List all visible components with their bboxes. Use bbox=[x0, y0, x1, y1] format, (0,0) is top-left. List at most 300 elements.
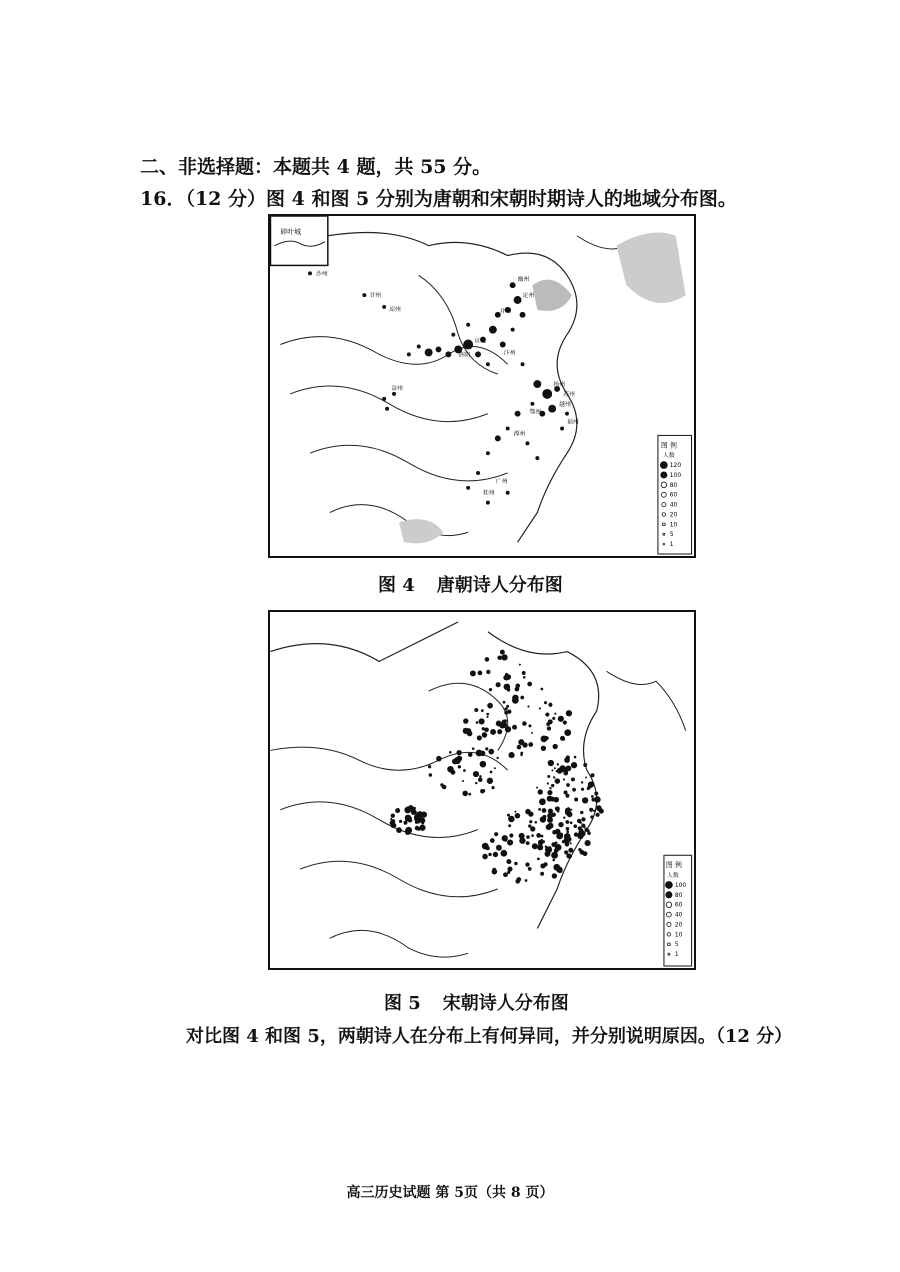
poet-dot bbox=[547, 796, 553, 802]
poet-dot bbox=[485, 657, 490, 662]
poet-dot bbox=[512, 695, 519, 702]
figure-4-number: 图 4 bbox=[378, 575, 415, 596]
poet-dot bbox=[468, 793, 471, 796]
poet-dot bbox=[528, 742, 533, 747]
poet-dot bbox=[493, 852, 498, 857]
place-label: 益州 bbox=[391, 384, 403, 392]
poet-dot bbox=[563, 778, 565, 780]
poet-dot bbox=[423, 812, 425, 814]
poet-dot bbox=[410, 817, 412, 819]
place-label: 并州 bbox=[499, 307, 512, 315]
poet-dot bbox=[488, 853, 491, 856]
poet-dot bbox=[509, 752, 515, 758]
legend-value: 1 bbox=[674, 951, 679, 959]
poet-dot bbox=[591, 795, 594, 798]
poet-dot bbox=[568, 848, 573, 853]
poet-dot bbox=[467, 731, 473, 737]
poet-dot bbox=[458, 765, 461, 768]
poet-dot bbox=[492, 868, 496, 872]
poet-dot bbox=[582, 797, 588, 803]
poet-dot bbox=[486, 716, 488, 718]
song-legend-title: 图 例 bbox=[665, 861, 682, 870]
poet-dot bbox=[559, 870, 562, 873]
poet-dot bbox=[546, 824, 552, 830]
poet-dot bbox=[554, 848, 559, 853]
poet-dot bbox=[555, 778, 561, 784]
poet-dot bbox=[506, 859, 511, 864]
poet-dot bbox=[552, 717, 555, 720]
poet-dot bbox=[570, 842, 572, 844]
legend-value: 5 bbox=[674, 941, 679, 949]
poet-dot bbox=[520, 754, 523, 757]
figure-5-number: 图 5 bbox=[384, 993, 421, 1014]
legend-value: 80 bbox=[674, 891, 683, 899]
legend-value: 100 bbox=[669, 471, 682, 479]
poet-dot bbox=[554, 767, 556, 769]
poet-dot bbox=[553, 744, 558, 749]
poet-dot bbox=[536, 833, 541, 838]
poet-dot bbox=[564, 837, 571, 844]
poet-dot bbox=[541, 746, 546, 751]
place-label: 福州 bbox=[567, 418, 579, 426]
poet-dot bbox=[399, 820, 402, 823]
poet-dot bbox=[549, 787, 551, 789]
poet-dot bbox=[520, 696, 524, 700]
poet-dot bbox=[566, 827, 570, 831]
poet-dot bbox=[562, 737, 565, 740]
legend-value: 20 bbox=[669, 511, 678, 519]
poet-dot bbox=[531, 732, 533, 734]
poet-dot bbox=[551, 769, 553, 771]
poet-dot bbox=[574, 756, 577, 759]
poet-dot bbox=[555, 842, 558, 845]
poet-dot bbox=[578, 835, 581, 838]
poet-dot bbox=[508, 824, 511, 827]
poet-dot bbox=[571, 777, 575, 781]
poet-dot bbox=[547, 775, 550, 778]
poet-dot bbox=[587, 787, 590, 790]
poet-dot bbox=[497, 729, 502, 734]
legend-symbol bbox=[666, 912, 671, 917]
poet-dot bbox=[496, 682, 501, 687]
poet-dot bbox=[419, 817, 425, 823]
poet-dot bbox=[528, 811, 533, 816]
place-label: 越州 bbox=[559, 400, 571, 408]
poet-dot bbox=[586, 830, 588, 832]
poet-dot bbox=[503, 701, 506, 704]
poet-dot bbox=[590, 815, 593, 818]
legend-symbol bbox=[663, 533, 665, 535]
poet-dot bbox=[474, 708, 478, 712]
tang-map-svg bbox=[270, 216, 694, 556]
poet-dot bbox=[482, 843, 489, 850]
poet-dot bbox=[566, 852, 568, 854]
poet-dot bbox=[583, 826, 585, 828]
place-label: 甘州 bbox=[369, 292, 382, 300]
legend-symbol bbox=[666, 902, 672, 908]
poet-dot bbox=[588, 781, 594, 787]
poet-dot bbox=[537, 857, 540, 860]
poet-dot bbox=[391, 823, 396, 828]
poet-dot bbox=[545, 845, 548, 848]
poet-dot bbox=[585, 840, 591, 846]
section-heading: 二、非选择题：本题共 4 题，共 55 分。 bbox=[140, 156, 492, 178]
legend-symbol bbox=[667, 933, 670, 936]
tang-poets-map bbox=[268, 214, 696, 558]
poet-dot bbox=[403, 821, 407, 825]
legend-symbol bbox=[666, 892, 672, 898]
poet-dot bbox=[526, 835, 530, 839]
place-label: 扬州 bbox=[553, 381, 566, 388]
song-poets-map bbox=[268, 610, 696, 970]
legend-symbol bbox=[665, 881, 672, 888]
poet-dot bbox=[454, 757, 461, 764]
place-label: 桂州 bbox=[482, 489, 495, 497]
poet-dot bbox=[591, 773, 595, 777]
poet-dot bbox=[529, 820, 532, 823]
poet-dot bbox=[542, 808, 547, 813]
poet-dot bbox=[557, 810, 560, 813]
poet-dot bbox=[447, 766, 454, 773]
poet-dot bbox=[567, 811, 573, 817]
poet-dot bbox=[548, 760, 554, 766]
poet-dot bbox=[518, 739, 524, 745]
poet-dot bbox=[405, 829, 411, 835]
poet-dot bbox=[478, 778, 483, 783]
poet-dot bbox=[503, 872, 508, 877]
legend-value: 10 bbox=[674, 931, 683, 939]
poet-dot bbox=[596, 813, 600, 817]
inset-box bbox=[270, 216, 327, 265]
poet-dot bbox=[551, 852, 558, 859]
poet-dot bbox=[516, 683, 521, 688]
poet-dot bbox=[599, 808, 604, 813]
figure-4-title: 唐朝诗人分布图 bbox=[436, 575, 563, 596]
poet-dot bbox=[415, 821, 418, 824]
poet-dot bbox=[587, 831, 591, 835]
poet-dot bbox=[488, 749, 494, 755]
poet-dot bbox=[583, 763, 587, 767]
legend-symbol bbox=[662, 503, 666, 507]
poet-dot bbox=[517, 745, 522, 750]
poet-dot bbox=[552, 859, 555, 862]
legend-symbol bbox=[662, 513, 665, 516]
poet-dot bbox=[509, 833, 513, 837]
legend-value: 10 bbox=[669, 521, 678, 529]
poet-dot bbox=[494, 767, 496, 769]
poet-dot bbox=[481, 709, 484, 712]
place-label: 广州 bbox=[495, 477, 508, 485]
poet-dot bbox=[548, 703, 552, 707]
poet-dot bbox=[540, 863, 545, 868]
poet-dot bbox=[436, 756, 442, 762]
poet-dot bbox=[525, 862, 529, 866]
poet-dot bbox=[503, 675, 509, 681]
poet-dot bbox=[539, 798, 546, 805]
poet-dot bbox=[500, 650, 505, 655]
poet-dot bbox=[543, 815, 547, 819]
poet-dot bbox=[482, 732, 488, 738]
poet-dot bbox=[566, 783, 570, 787]
poet-dot bbox=[480, 751, 486, 757]
poet-dot bbox=[500, 721, 507, 728]
poet-dot bbox=[551, 784, 554, 787]
poet-dot bbox=[547, 726, 551, 730]
inset-label: 碎叶城 bbox=[280, 227, 302, 236]
figure-4-caption bbox=[378, 571, 563, 597]
poet-dot bbox=[496, 845, 502, 851]
poet-dot bbox=[580, 811, 583, 814]
poet-dot bbox=[581, 788, 584, 791]
poet-dot bbox=[547, 790, 552, 795]
poet-dot bbox=[546, 851, 549, 854]
poet-dot bbox=[462, 780, 464, 782]
legend-value: 1 bbox=[669, 541, 674, 549]
poet-dot bbox=[516, 877, 521, 882]
poet-dot bbox=[570, 809, 572, 811]
poet-dot bbox=[496, 757, 498, 759]
poet-dot bbox=[415, 826, 420, 831]
poet-dot bbox=[540, 688, 543, 691]
tang-legend-title: 图 例 bbox=[660, 441, 677, 450]
poet-dot bbox=[463, 769, 466, 772]
poet-dot bbox=[519, 838, 525, 844]
poet-dot bbox=[523, 676, 526, 679]
poet-dot bbox=[553, 776, 555, 778]
poet-dot bbox=[497, 656, 502, 661]
poet-dot bbox=[558, 822, 563, 827]
legend-value: 60 bbox=[674, 901, 683, 909]
place-label: 定州 bbox=[522, 292, 535, 300]
legend-symbol bbox=[662, 523, 665, 526]
poet-dot bbox=[570, 821, 573, 824]
poet-dot bbox=[490, 729, 496, 735]
poet-dot bbox=[470, 670, 476, 676]
figure-5-caption bbox=[384, 989, 569, 1015]
poet-dot bbox=[522, 721, 527, 726]
legend-value: 20 bbox=[674, 921, 683, 929]
poet-dot bbox=[574, 798, 578, 802]
poet-dot bbox=[515, 813, 521, 819]
legend-value: 40 bbox=[674, 911, 683, 919]
poet-dot bbox=[567, 807, 571, 811]
legend-symbol bbox=[660, 462, 667, 469]
poet-dot bbox=[396, 827, 402, 833]
poet-dot bbox=[554, 713, 556, 715]
place-label: 幽州 bbox=[517, 276, 530, 284]
poet-dot bbox=[547, 782, 549, 784]
poet-dot bbox=[505, 707, 508, 710]
poet-dot bbox=[428, 765, 431, 768]
poet-dot bbox=[547, 817, 553, 823]
poet-dot bbox=[409, 819, 412, 822]
poet-dot bbox=[557, 763, 559, 765]
poet-dot bbox=[552, 873, 557, 878]
poet-dot bbox=[473, 771, 479, 777]
poet-dot bbox=[552, 830, 557, 835]
poet-dot bbox=[563, 817, 565, 819]
poet-dot bbox=[504, 711, 508, 715]
poet-dot bbox=[487, 703, 493, 709]
poet-dot bbox=[526, 841, 530, 845]
poet-dot bbox=[491, 786, 494, 789]
poet-dot bbox=[581, 781, 583, 783]
poet-dot bbox=[490, 838, 495, 843]
poet-dot bbox=[472, 747, 475, 750]
poet-dot bbox=[538, 840, 544, 846]
poet-dot bbox=[527, 705, 529, 707]
tang-legend-subtitle: 人数 bbox=[662, 452, 675, 460]
poet-dot bbox=[538, 808, 541, 811]
poet-dot bbox=[593, 810, 595, 812]
poet-dot bbox=[429, 773, 433, 777]
poet-dot bbox=[468, 752, 473, 757]
poet-dot bbox=[545, 712, 549, 716]
poet-dot bbox=[573, 824, 577, 828]
poet-dot bbox=[578, 826, 582, 830]
poet-dot bbox=[414, 814, 420, 820]
poet-dot bbox=[545, 736, 549, 740]
poet-dot bbox=[507, 871, 510, 874]
poet-dot bbox=[507, 866, 512, 871]
legend-symbol bbox=[668, 953, 670, 955]
poet-dot bbox=[574, 832, 578, 836]
poet-dot bbox=[506, 705, 509, 708]
poet-dot bbox=[490, 771, 493, 774]
poet-dot bbox=[494, 832, 498, 836]
legend-symbol bbox=[663, 543, 665, 545]
poet-dot bbox=[556, 833, 563, 840]
poet-dot bbox=[507, 814, 510, 817]
place-label: 苏州 bbox=[563, 390, 575, 398]
poet-dot bbox=[540, 872, 544, 876]
legend-value: 5 bbox=[669, 531, 674, 539]
place-label: 沙州 bbox=[315, 270, 328, 278]
place-label: 凉州 bbox=[389, 305, 401, 313]
poet-dot bbox=[507, 839, 513, 845]
legend-symbol bbox=[661, 482, 667, 488]
poet-dot bbox=[560, 718, 563, 721]
poet-dot bbox=[528, 824, 531, 827]
poet-dot bbox=[528, 724, 531, 727]
poet-dot bbox=[390, 818, 392, 820]
poet-dot bbox=[508, 816, 515, 823]
poet-dot bbox=[504, 839, 507, 842]
poet-dot bbox=[503, 850, 505, 852]
song-map-svg bbox=[270, 612, 694, 968]
poet-dot bbox=[531, 834, 534, 837]
poet-dot bbox=[482, 854, 488, 860]
place-label: 潭州 bbox=[513, 430, 526, 438]
poet-dot bbox=[578, 830, 583, 835]
poet-dot bbox=[487, 778, 493, 784]
poet-dot bbox=[480, 789, 485, 794]
poet-dot bbox=[504, 684, 511, 691]
poet-dot bbox=[484, 728, 489, 733]
legend-value: 120 bbox=[669, 462, 682, 470]
poet-dot bbox=[477, 735, 482, 740]
poet-dot bbox=[514, 862, 518, 866]
poet-dot bbox=[486, 670, 490, 674]
poet-dot bbox=[556, 770, 558, 772]
poet-dot bbox=[485, 747, 488, 750]
legend-value: 100 bbox=[674, 881, 687, 889]
song-legend-subtitle: 人数 bbox=[666, 872, 679, 880]
figure-5-title: 宋朝诗人分布图 bbox=[442, 993, 569, 1014]
poet-dot bbox=[514, 811, 516, 813]
poet-dot bbox=[480, 761, 487, 768]
poet-dot bbox=[539, 707, 541, 709]
poet-dot bbox=[449, 751, 452, 754]
poet-dot bbox=[563, 720, 567, 724]
poet-dot bbox=[512, 725, 517, 730]
poet-dot bbox=[479, 775, 482, 778]
poet-dot bbox=[571, 762, 577, 768]
poet-dot bbox=[407, 806, 410, 809]
poet-dot bbox=[548, 719, 553, 724]
place-label: 汴州 bbox=[503, 349, 516, 357]
poet-dot bbox=[478, 671, 483, 676]
poet-dot bbox=[565, 820, 569, 824]
poet-dot bbox=[572, 788, 576, 792]
place-label: 洛阳 bbox=[458, 351, 471, 359]
poet-dot bbox=[535, 821, 538, 824]
poet-dot bbox=[463, 718, 468, 723]
poet-dot bbox=[564, 757, 570, 763]
poet-dot bbox=[536, 787, 538, 789]
legend-value: 40 bbox=[669, 501, 678, 509]
poet-dot bbox=[522, 671, 526, 675]
poet-dot bbox=[527, 682, 532, 687]
poet-dot bbox=[598, 798, 601, 801]
question-16-intro: 16．（12 分）图 4 和图 5 分别为唐朝和宋朝时期诗人的地域分布图。 bbox=[140, 188, 737, 210]
poet-dot bbox=[566, 765, 572, 771]
poet-dot bbox=[566, 710, 572, 716]
legend-symbol bbox=[661, 472, 667, 478]
poet-dot bbox=[528, 867, 532, 871]
poet-dot bbox=[589, 808, 593, 812]
poet-dot bbox=[579, 821, 582, 824]
legend-symbol bbox=[668, 943, 671, 946]
poet-dot bbox=[532, 843, 538, 849]
place-label: 鄂州 bbox=[529, 408, 542, 416]
poet-dot bbox=[565, 794, 569, 798]
poet-dot bbox=[519, 664, 521, 666]
poet-dot bbox=[479, 718, 485, 724]
poet-dot bbox=[486, 713, 489, 716]
poet-dot bbox=[538, 789, 543, 794]
poet-dot bbox=[442, 785, 447, 790]
poet-dot bbox=[564, 729, 571, 736]
poet-dot bbox=[594, 792, 598, 796]
poet-dot bbox=[391, 814, 395, 818]
legend-symbol bbox=[661, 492, 666, 497]
poet-dot bbox=[581, 817, 585, 821]
poet-dot bbox=[525, 879, 528, 882]
poet-dot bbox=[476, 721, 479, 724]
legend-value: 80 bbox=[669, 481, 678, 489]
poet-dot bbox=[585, 776, 587, 778]
poet-dot bbox=[456, 750, 461, 755]
poet-dot bbox=[489, 688, 492, 691]
poet-dot bbox=[566, 831, 569, 834]
legend-symbol bbox=[667, 922, 671, 926]
poet-dot bbox=[462, 791, 468, 797]
poet-dot bbox=[544, 701, 547, 704]
page-footer: 高三历史试题 第 5页（共 8 页） bbox=[346, 1185, 554, 1201]
place-label: 京兆 bbox=[474, 337, 486, 345]
poet-dot bbox=[395, 808, 400, 813]
